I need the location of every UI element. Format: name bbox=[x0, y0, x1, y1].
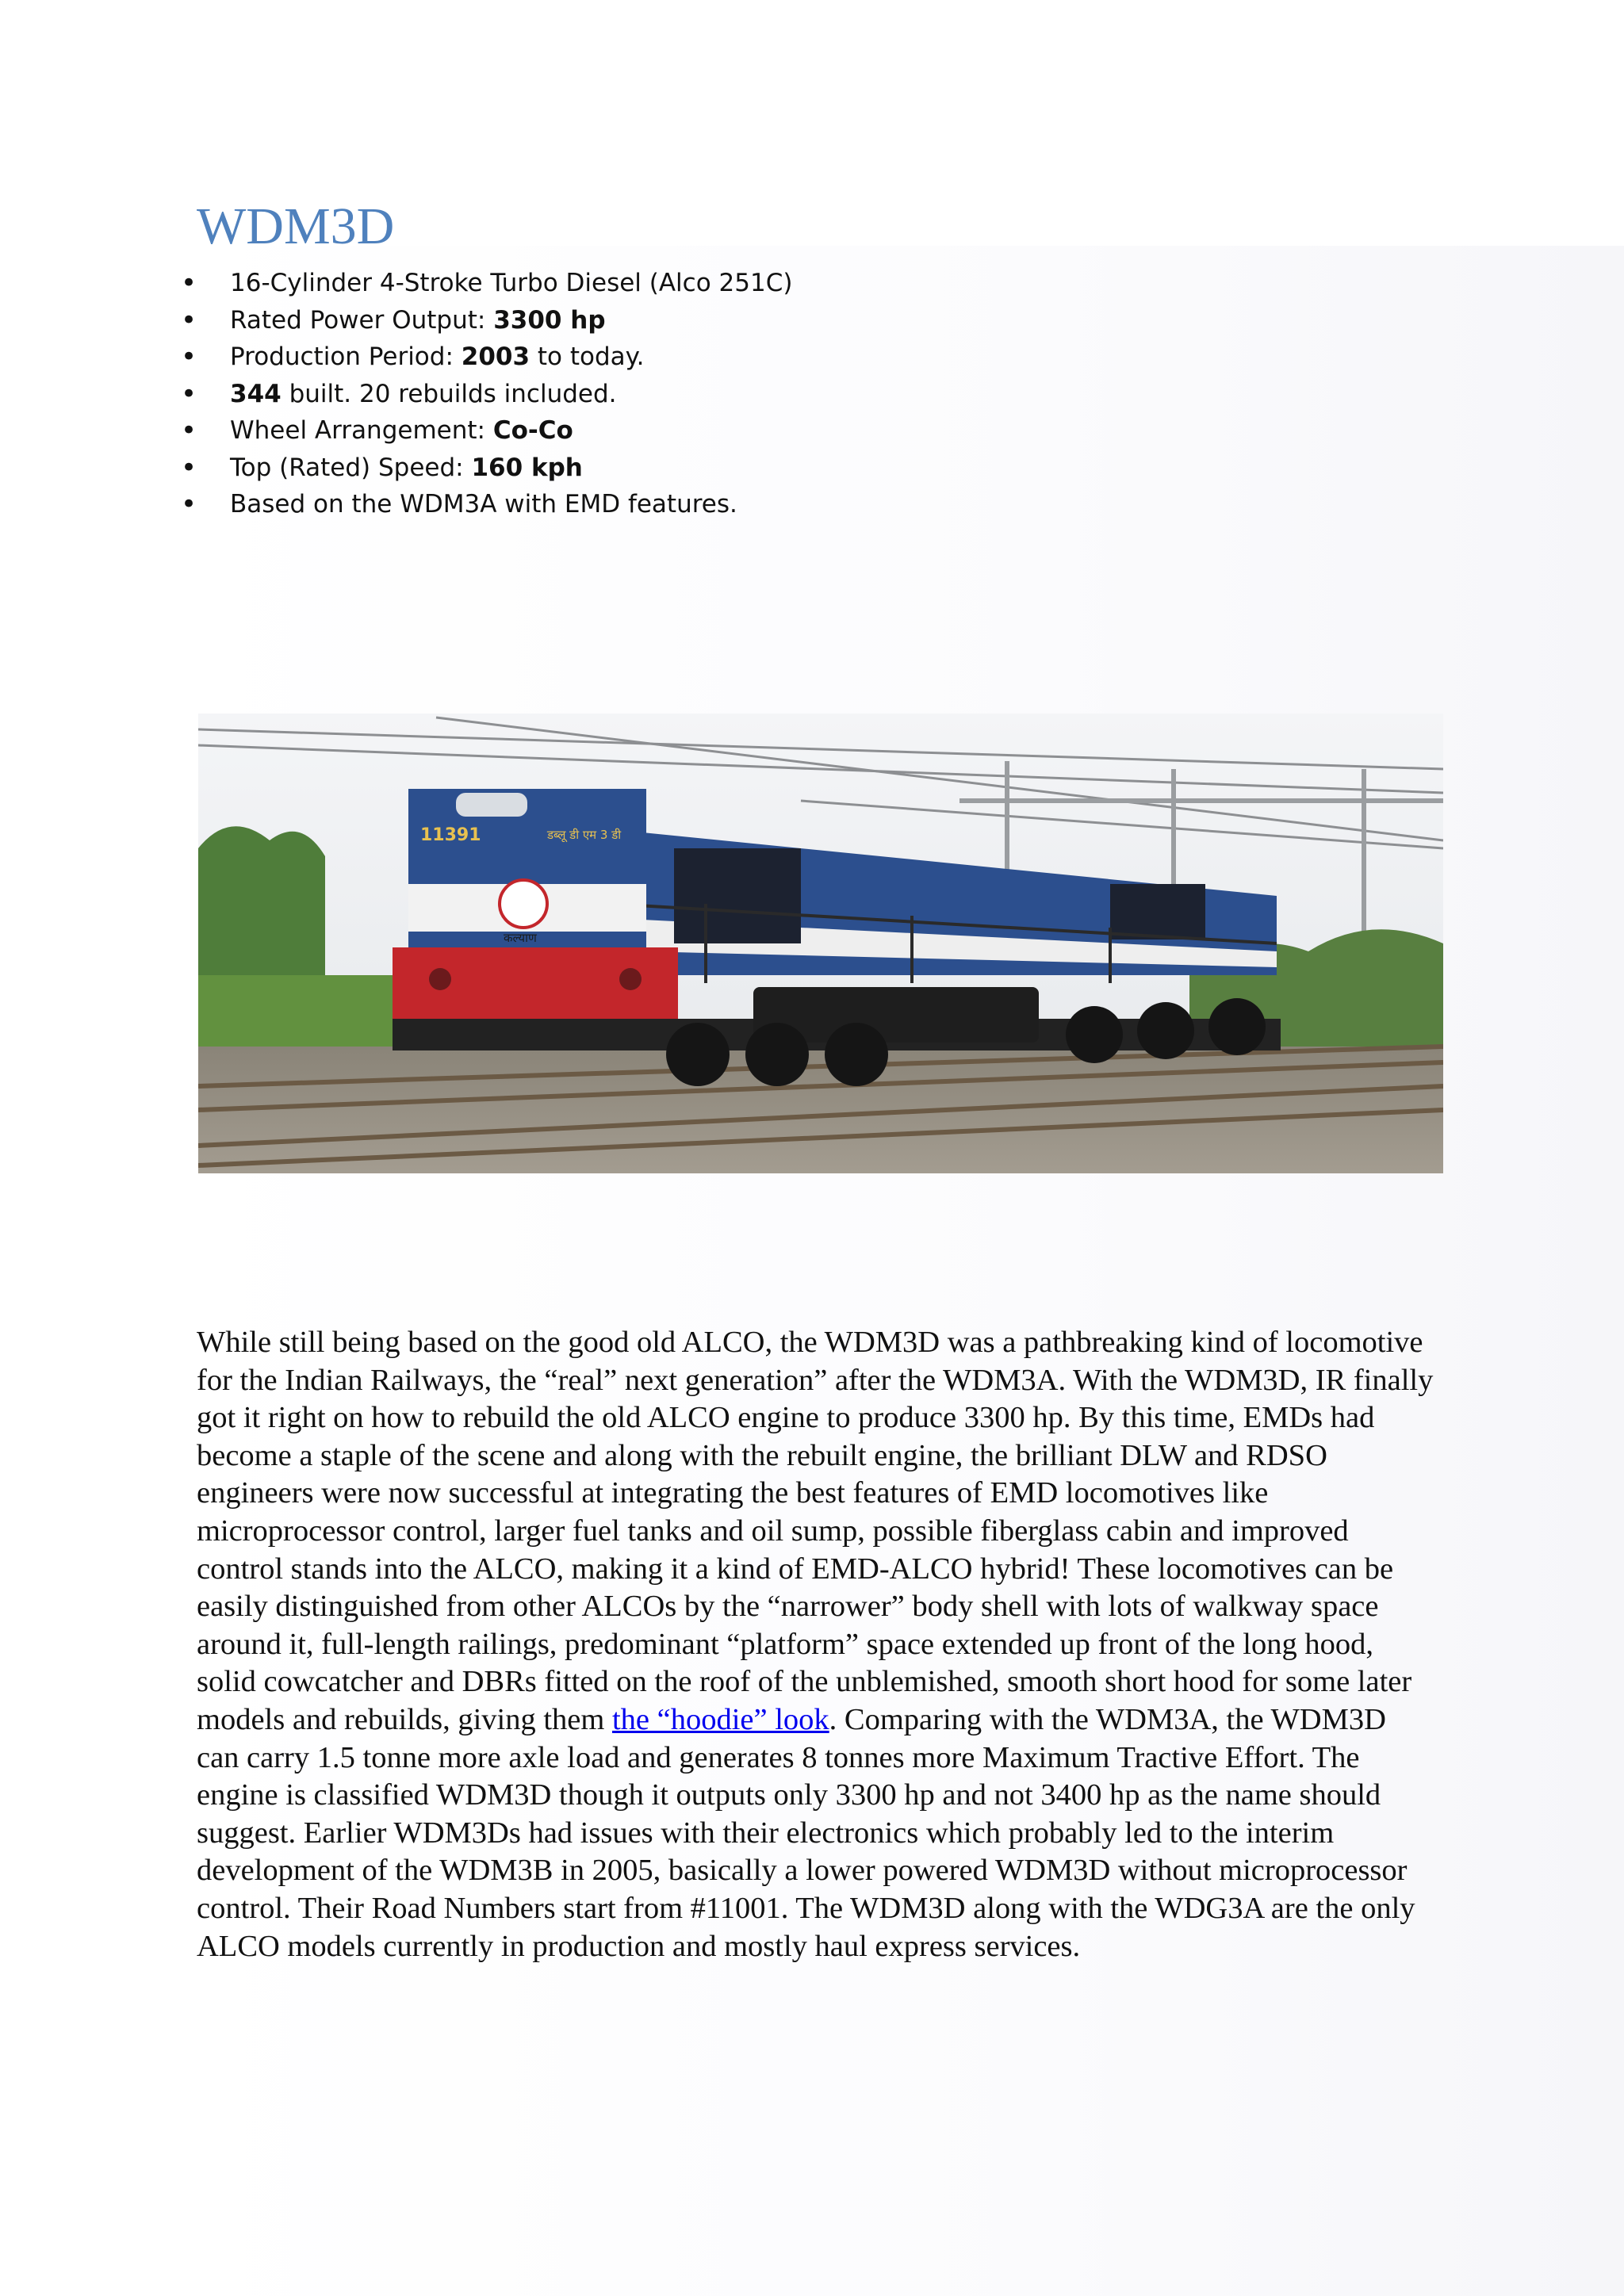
loco-number-plate: 11391 bbox=[420, 825, 481, 845]
list-item: • Rated Power Output: 3300 hp bbox=[181, 302, 792, 339]
list-item: • Production Period: 2003 to today. bbox=[181, 339, 792, 376]
hoodie-look-link[interactable]: the “hoodie” look bbox=[611, 1702, 829, 1736]
list-item: • 16-Cylinder 4-Stroke Turbo Diesel (Alco 251C) bbox=[181, 265, 792, 302]
page-background bbox=[189, 246, 1624, 2296]
list-item: • Top (Rated) Speed: 160 kph bbox=[181, 450, 792, 487]
article-paragraph: While still being based on the good old ALCO, the WDM3D was a pathbreaking kind of locomotive for the Indian Railways, the “real” next generation” after the WDM3A. With the WDM3D, IR finally got it right on how to rebuild the old ALCO engine to produce 3300 hp. By this time, EMDs had become a staple of the scene and along with the rebuilt engine, the brilliant DLW and RDSO engineers were now successful at integrating the best features of EMD locomotives like microprocessor control, larger fuel tanks and oil sump, possible fiberglass cabin and improved control stands into the ALCO, making it a kind of EMD-ALCO hybrid! These locomotives can be easily distinguished from other ALCOs by the “narrower” body shell with lots of walkway space around it, full-length railings, predominant “platform” space extended up front of the long hood, solid cowcatcher and DBRs fitted on the roof of the unblemished, smooth short hood for some later models and rebuilds, giving them the “hoodie” look. Comparing with the WDM3A, the WDM3D can carry 1.5 tonne more axle load and generates 8 tonnes more Maximum Tractive Effort. The engine is classified WDM3D though it outputs only 3300 hp and not 3400 hp as the name should suggest. Earlier WDM3Ds had issues with their electronics which probably led to the interim development of the WDM3B in 2005, basically a lower powered WDM3D without microprocessor control. Their Road Numbers start from #11001. The WDM3D along with the WDG3A are the only ALCO models currently in production and mostly haul express services. bbox=[197, 1326, 1434, 1963]
list-item: • Wheel Arrangement: Co-Co bbox=[181, 412, 792, 450]
loco-hindi-plate: डब्लू डी एम 3 डी bbox=[547, 828, 622, 842]
loco-emblem-text: कल्याण bbox=[504, 931, 537, 945]
list-item: • Based on the WDM3A with EMD features. bbox=[181, 486, 792, 523]
list-item: • 344 built. 20 rebuilds included. bbox=[181, 376, 792, 413]
locomotive-illustration bbox=[198, 714, 1443, 1173]
spec-list bbox=[181, 265, 792, 523]
locomotive-photo bbox=[198, 714, 1443, 1173]
page-title: WDM3D bbox=[197, 197, 395, 255]
